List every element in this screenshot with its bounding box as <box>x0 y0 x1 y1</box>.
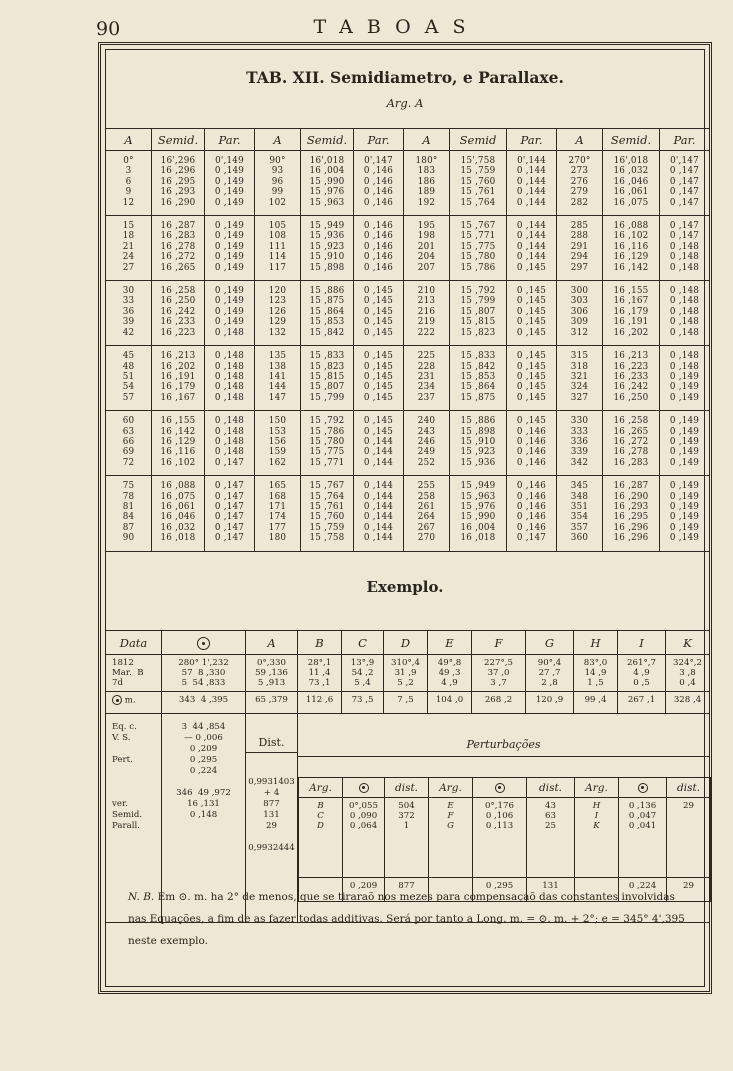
mean-cell: 328 ,4 <box>666 692 710 714</box>
sun-icon <box>359 783 369 793</box>
argument-label: Arg. A <box>386 96 424 110</box>
parallax-cell: 0 ,145 0 ,145 0 ,144 0 ,144 0 ,144 <box>354 411 404 476</box>
header-cell: A <box>255 129 301 151</box>
example-title: Exemplo. <box>366 578 444 596</box>
header-cell: I <box>618 631 666 655</box>
table-inner-frame <box>105 49 705 987</box>
distance-values: 0,9931403 + 4 877 131 29 0,9932444 <box>248 777 295 853</box>
argument-cell: 75 78 81 84 87 90 <box>106 476 152 551</box>
header-cell: A <box>106 129 152 151</box>
semidiameter-cell: 16 ,213 16 ,202 16 ,191 16 ,179 16 ,167 <box>152 346 205 411</box>
pert-sun-header <box>473 778 527 798</box>
parallax-cell: 0 ,145 0 ,145 0 ,145 0 ,145 0 ,145 <box>507 281 557 346</box>
table-row-group <box>106 476 710 551</box>
example-cell: 90°,4 27 ,7 2 ,8 <box>526 655 574 692</box>
parallax-cell: 0 ,145 0 ,146 0 ,146 0 ,146 0 ,146 <box>507 411 557 476</box>
parallax-cell: 0 ,144 0 ,144 0 ,144 0 ,144 0 ,145 <box>507 216 557 281</box>
sun-icon <box>638 783 648 793</box>
header-cell: K <box>666 631 710 655</box>
mean-cell: 120 ,9 <box>526 692 574 714</box>
header-cell: H <box>574 631 618 655</box>
argument-cell: 330 333 336 339 342 <box>557 411 603 476</box>
pert-header: dist. <box>527 778 575 798</box>
parallax-cell: 0 ,149 0 ,149 0 ,149 0 ,149 0 ,149 0 ,149 <box>660 476 710 551</box>
corrections-labels: Eq. c. V. S. Pert. ver. Semid. Parall. <box>106 714 162 923</box>
semidiameter-cell: 16 ,155 16 ,142 16 ,129 16 ,116 16 ,102 <box>152 411 205 476</box>
parallax-cell: 0 ,146 0 ,146 0 ,146 0 ,146 0 ,146 <box>354 216 404 281</box>
perturbations-table <box>298 777 711 902</box>
pert-total: 131 <box>527 878 575 902</box>
semidiameter-cell: 15',758 15 ,759 15 ,760 15 ,761 15 ,764 <box>450 151 507 216</box>
pert-header: dist. <box>667 778 711 798</box>
header-cell: Par. <box>507 129 557 151</box>
pert-header: Arg. <box>575 778 619 798</box>
semidiameter-cell: 16 ,155 16 ,167 16 ,179 16 ,191 16 ,202 <box>603 281 660 346</box>
pert-total: 29 <box>667 878 711 902</box>
semidiameter-cell: 16',296 16 ,296 16 ,295 16 ,293 16 ,290 <box>152 151 205 216</box>
semidiameter-cell: 15 ,767 15 ,771 15 ,775 15 ,780 15 ,786 <box>450 216 507 281</box>
argument-cell: 180° 183 186 189 192 <box>404 151 450 216</box>
data-header: Data <box>106 631 162 655</box>
date-cell: 1812 Mar. B 7d <box>106 655 162 692</box>
semidiameter-cell: 15 ,792 15 ,799 15 ,807 15 ,815 15 ,823 <box>450 281 507 346</box>
semidiameter-cell: 15 ,833 15 ,823 15 ,815 15 ,807 15 ,799 <box>301 346 354 411</box>
semidiameter-cell: 15 ,767 15 ,764 15 ,761 15 ,760 15 ,759 15 ,758 <box>301 476 354 551</box>
example-cell: 28°,1 11 ,4 73 ,1 <box>298 655 342 692</box>
header-cell: Semid. <box>152 129 205 151</box>
argument-cell: 315 318 321 324 327 <box>557 346 603 411</box>
mean-cell: 99 ,4 <box>574 692 618 714</box>
table-row-group <box>106 281 710 346</box>
mean-cell: 268 ,2 <box>472 692 526 714</box>
mean-cell: 65 ,379 <box>246 692 298 714</box>
pert-dist: 504 372 1 <box>385 798 429 878</box>
mean-cell: 267 ,1 <box>618 692 666 714</box>
mean-cell: 104 ,0 <box>428 692 472 714</box>
header-cell: A <box>404 129 450 151</box>
header-cell: C <box>342 631 384 655</box>
argument-cell: 150 153 156 159 162 <box>255 411 301 476</box>
pert-total: 0 ,224 <box>619 878 667 902</box>
example-cell: 324°,2 3 ,8 0 ,4 <box>666 655 710 692</box>
parallax-cell: 0 ,145 0 ,145 0 ,145 0 ,145 0 ,145 <box>354 281 404 346</box>
parallax-cell: 0 ,145 0 ,145 0 ,145 0 ,145 0 ,145 <box>507 346 557 411</box>
sun-icon <box>112 695 122 705</box>
pert-sun: 0°,055 0 ,090 0 ,064 <box>343 798 385 878</box>
pert-header: dist. <box>385 778 429 798</box>
parallax-cell: 0 ,146 0 ,146 0 ,146 0 ,146 0 ,146 0 ,147 <box>507 476 557 551</box>
pert-total: 877 <box>385 878 429 902</box>
semidiameter-cell: 15 ,949 15 ,936 15 ,923 15 ,910 15 ,898 <box>301 216 354 281</box>
example-cell: 49°,8 49 ,3 4 ,9 <box>428 655 472 692</box>
perturbations-title: Perturbações <box>298 734 709 757</box>
semidiameter-cell: 16 ,088 16 ,075 16 ,061 16 ,046 16 ,032 16 ,018 <box>152 476 205 551</box>
example-cell: 280° 1',232 57 8 ,330 5 54 ,833 <box>162 655 246 692</box>
pert-arg: H I K <box>575 798 619 878</box>
argument-cell: 120 123 126 129 132 <box>255 281 301 346</box>
pert-header: Arg. <box>429 778 473 798</box>
table-header-row <box>106 129 710 151</box>
argument-cell: 285 288 291 294 297 <box>557 216 603 281</box>
argument-cell: 225 228 231 234 237 <box>404 346 450 411</box>
pert-arg: E F G <box>429 798 473 878</box>
header-cell: A <box>557 129 603 151</box>
mean-cell: 343 4 ,395 <box>162 692 246 714</box>
header-cell: D <box>384 631 428 655</box>
semidiameter-cell: 16',018 16 ,032 16 ,046 16 ,061 16 ,075 <box>603 151 660 216</box>
mean-cell: 73 ,5 <box>342 692 384 714</box>
argument-cell: 90° 93 96 99 102 <box>255 151 301 216</box>
example-cell: 13°,9 54 ,2 5 ,4 <box>342 655 384 692</box>
semidiameter-table <box>105 128 710 552</box>
semidiameter-cell: 15 ,886 15 ,898 15 ,910 15 ,923 15 ,936 <box>450 411 507 476</box>
parallax-cell: 0 ,145 0 ,145 0 ,145 0 ,145 0 ,145 <box>354 346 404 411</box>
example-cell: 83°,0 14 ,9 1 ,5 <box>574 655 618 692</box>
table-frame <box>98 42 712 994</box>
pert-total: 0 ,209 <box>343 878 385 902</box>
header-cell: E <box>428 631 472 655</box>
table-row-group <box>106 216 710 281</box>
header-cell: Par. <box>660 129 710 151</box>
table-row-group <box>106 411 710 476</box>
corrections-values: 3 44 ,854 — 0 ,006 0 ,209 0 ,295 0 ,224 346 49 ,972 16 ,131 0 ,148 <box>162 714 246 923</box>
argument-cell: 15 18 21 24 27 <box>106 216 152 281</box>
semidiameter-cell: 16 ,088 16 ,102 16 ,116 16 ,129 16 ,142 <box>603 216 660 281</box>
footnote-text: Em ⊙. m. ha 2° de menos, que se tiraraõ nos mezes para compensaçaõ das constantes involvidas nas Equações, a fim de as fazer todas additivas. Será por tanto a Long. m. = ⊙. m. + 2°; e = 345° 4',395 neste exemplo. <box>128 891 685 947</box>
page-number: 90 <box>96 18 121 40</box>
perturbations-header-row <box>299 778 711 798</box>
parallax-cell: 0 ,148 0 ,148 0 ,148 0 ,148 0 ,147 <box>205 411 255 476</box>
pert-sun-header <box>619 778 667 798</box>
pert-total: 0 ,295 <box>473 878 527 902</box>
table-row-group <box>106 151 710 216</box>
parallax-cell: 0 ,148 0 ,148 0 ,148 0 ,148 0 ,148 <box>660 281 710 346</box>
pert-arg: B C D <box>299 798 343 878</box>
pert-header: Arg. <box>299 778 343 798</box>
semidiameter-cell: 16 ,287 16 ,283 16 ,278 16 ,272 16 ,265 <box>152 216 205 281</box>
argument-cell: 300 303 306 309 312 <box>557 281 603 346</box>
header-cell: G <box>526 631 574 655</box>
parallax-cell: 0',147 0 ,147 0 ,147 0 ,147 0 ,147 <box>660 151 710 216</box>
parallax-cell: 0',144 0 ,144 0 ,144 0 ,144 0 ,144 <box>507 151 557 216</box>
table-title: TAB. XII. Semidiametro, e Parallaxe. <box>246 68 564 87</box>
example-cell: 227°,5 37 ,0 3 ,7 <box>472 655 526 692</box>
parallax-cell: 0 ,149 0 ,149 0 ,149 0 ,149 0 ,148 <box>205 281 255 346</box>
semidiameter-cell: 15 ,792 15 ,786 15 ,780 15 ,775 15 ,771 <box>301 411 354 476</box>
table-row-group <box>106 346 710 411</box>
semidiameter-cell: 16 ,213 16 ,223 16 ,233 16 ,242 16 ,250 <box>603 346 660 411</box>
example-data-row <box>106 655 710 692</box>
header-cell: Semid. <box>301 129 354 151</box>
example-header-row <box>106 631 710 655</box>
header-cell: Semid <box>450 129 507 151</box>
parallax-cell: 0',149 0 ,149 0 ,149 0 ,149 0 ,149 <box>205 151 255 216</box>
argument-cell: 255 258 261 264 267 270 <box>404 476 450 551</box>
argument-cell: 105 108 111 114 117 <box>255 216 301 281</box>
pert-dist: 29 <box>667 798 711 878</box>
parallax-cell: 0 ,147 0 ,147 0 ,147 0 ,147 0 ,147 0 ,147 <box>205 476 255 551</box>
example-cell: 261°,7 4 ,9 0 ,5 <box>618 655 666 692</box>
example-table <box>105 630 710 923</box>
argument-cell: 165 168 171 174 177 180 <box>255 476 301 551</box>
mean-label-cell <box>106 692 162 714</box>
footnote-lead: N. B. <box>128 891 155 903</box>
parallax-cell: 0 ,148 0 ,148 0 ,148 0 ,148 0 ,148 <box>205 346 255 411</box>
parallax-cell: 0 ,149 0 ,149 0 ,149 0 ,149 0 ,149 <box>660 411 710 476</box>
example-cell: 0°,330 59 ,136 5 ,913 <box>246 655 298 692</box>
pert-sun: 0 ,136 0 ,047 0 ,041 <box>619 798 667 878</box>
semidiameter-cell: 16 ,287 16 ,290 16 ,293 16 ,295 16 ,296 16 ,296 <box>603 476 660 551</box>
mean-cell: 112 ,6 <box>298 692 342 714</box>
parallax-cell: 0 ,149 0 ,149 0 ,149 0 ,149 0 ,149 <box>205 216 255 281</box>
semidiameter-cell: 15 ,886 15 ,875 15 ,864 15 ,853 15 ,842 <box>301 281 354 346</box>
distance-label: Dist. <box>246 734 297 753</box>
mean-row <box>106 692 710 714</box>
parallax-cell: 0',147 0 ,146 0 ,146 0 ,146 0 ,146 <box>354 151 404 216</box>
sun-header <box>162 631 246 655</box>
header-cell: Par. <box>205 129 255 151</box>
argument-cell: 30 33 36 39 42 <box>106 281 152 346</box>
header-cell: Par. <box>354 129 404 151</box>
header-cell: A <box>246 631 298 655</box>
mean-cell: 7 ,5 <box>384 692 428 714</box>
parallax-cell: 0 ,148 0 ,148 0 ,149 0 ,149 0 ,149 <box>660 346 710 411</box>
argument-cell: 195 198 201 204 207 <box>404 216 450 281</box>
argument-cell: 60 63 66 69 72 <box>106 411 152 476</box>
sun-icon <box>495 783 505 793</box>
pert-sun-header <box>343 778 385 798</box>
semidiameter-cell: 15 ,833 15 ,842 15 ,853 15 ,864 15 ,875 <box>450 346 507 411</box>
argument-cell: 45 48 51 54 57 <box>106 346 152 411</box>
pert-dist: 43 63 25 <box>527 798 575 878</box>
footnote <box>128 886 686 952</box>
argument-cell: 135 138 141 144 147 <box>255 346 301 411</box>
perturbations-values-row <box>299 798 711 878</box>
pert-sun: 0°,176 0 ,106 0 ,113 <box>473 798 527 878</box>
argument-cell: 210 213 216 219 222 <box>404 281 450 346</box>
sun-icon <box>197 637 210 650</box>
header-cell: B <box>298 631 342 655</box>
argument-cell: 0° 3 6 9 12 <box>106 151 152 216</box>
semidiameter-cell: 16 ,258 16 ,250 16 ,242 16 ,233 16 ,223 <box>152 281 205 346</box>
argument-cell: 270° 273 276 279 282 <box>557 151 603 216</box>
header-cell: Semid. <box>603 129 660 151</box>
running-head: TABOAS <box>313 16 480 38</box>
example-cell: 310°,4 31 ,9 5 ,2 <box>384 655 428 692</box>
semidiameter-cell: 16',018 16 ,004 15 ,990 15 ,976 15 ,963 <box>301 151 354 216</box>
header-cell: F <box>472 631 526 655</box>
parallax-cell: 0 ,144 0 ,144 0 ,144 0 ,144 0 ,144 0 ,144 <box>354 476 404 551</box>
mean-label: m. <box>124 695 136 706</box>
semidiameter-cell: 15 ,949 15 ,963 15 ,976 15 ,990 16 ,004 16 ,018 <box>450 476 507 551</box>
argument-cell: 345 348 351 354 357 360 <box>557 476 603 551</box>
argument-cell: 240 243 246 249 252 <box>404 411 450 476</box>
semidiameter-cell: 16 ,258 16 ,265 16 ,272 16 ,278 16 ,283 <box>603 411 660 476</box>
parallax-cell: 0 ,147 0 ,147 0 ,148 0 ,148 0 ,148 <box>660 216 710 281</box>
